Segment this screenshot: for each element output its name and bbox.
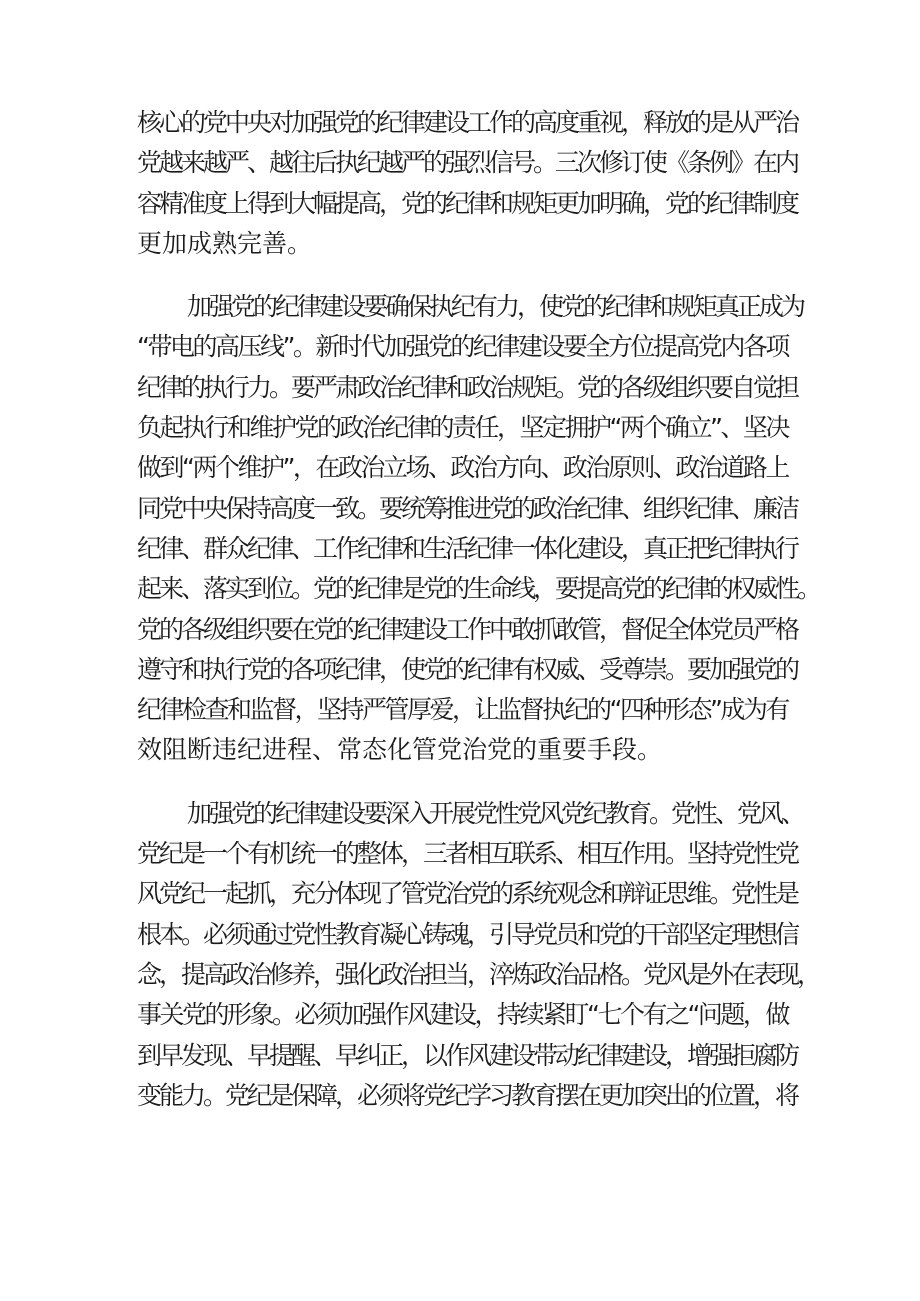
text-line: 事关党的形象。必须加强作风建设，持续紧盯“七个有之“问题，做 (137, 1000, 788, 1030)
text-line: 效阻断违纪进程、常态化管党治党的重要手段。 (137, 735, 663, 765)
paragraph-gap (137, 264, 788, 287)
text-line: 遵守和执行党的各项纪律，使党的纪律有权威、受尊崇。要加强党的 (137, 654, 798, 684)
paragraph-2 (137, 287, 820, 771)
text-line: 党越来越严、越往后执纪越严的强烈信号。三次修订使《条例》在内 (137, 148, 798, 178)
text-line: “带电的高压线”。新时代加强党的纪律建设要全方位提高党内各项 (137, 332, 788, 362)
text-line: 加强党的纪律建设要确保执纪有力，使党的纪律和规矩真正成为 (187, 292, 804, 322)
text-line: 容精准度上得到大幅提高，党的纪律和规矩更加明确，党的纪律制度 (137, 188, 798, 218)
paragraph-1 (137, 103, 798, 264)
paragraph-3 (137, 794, 820, 1116)
text-line: 起来、落实到位。党的纪律是党的生命线，要提高党的纪律的权威性。 (137, 574, 820, 604)
text-line: 党纪是一个有机统一的整体，三者相互联系、相互作用。坚持党性党 (137, 839, 798, 869)
text-line: 负起执行和维护党的政治纪律的责任，坚定拥护“两个确立”、坚决 (137, 413, 788, 443)
text-line: 纪律检查和监督，坚持严管厚爱，让监督执纪的“四种形态”成为有 (137, 695, 788, 725)
text-line: 变能力。党纪是保障，必须将党纪学习教育摆在更加突出的位置，将 (137, 1080, 798, 1110)
text-line: 更加成熟完善。 (137, 228, 313, 258)
text-line: 核心的党中央对加强党的纪律建设工作的高度重视，释放的是从严治 (137, 108, 798, 137)
text-line: 做到“两个维护”，在政治立场、政治方向、政治原则、政治道路上 (137, 453, 788, 483)
text-line: 风党纪一起抓，充分体现了管党治党的系统观念和辩证思维。党性是 (137, 879, 798, 909)
text-line: 同党中央保持高度一致。要统筹推进党的政治纪律、组织纪律、廉洁 (137, 493, 798, 523)
text-line: 纪律、群众纪律、工作纪律和生活纪律一体化建设，真正把纪律执行 (137, 533, 798, 563)
text-line: 到早发现、早提醒、早纠正，以作风建设带动纪律建设，增强拒腐防 (137, 1040, 798, 1070)
paragraph-gap (137, 771, 788, 794)
text-line: 根本。必须通过党性教育凝心铸魂，引导党员和党的干部坚定理想信 (137, 919, 798, 949)
text-line: 党的各级组织要在党的纪律建设工作中敢抓敢管，督促全体党员严格 (137, 614, 798, 644)
text-line: 纪律的执行力。要严肃政治纪律和政治规矩。党的各级组织要自觉担 (137, 372, 798, 402)
text-line: 加强党的纪律建设要深入开展党性党风党纪教育。党性、党风、 (187, 798, 804, 828)
text-line: 念，提高政治修养，强化政治担当，淬炼政治品格。党风是外在表现， (137, 959, 820, 989)
